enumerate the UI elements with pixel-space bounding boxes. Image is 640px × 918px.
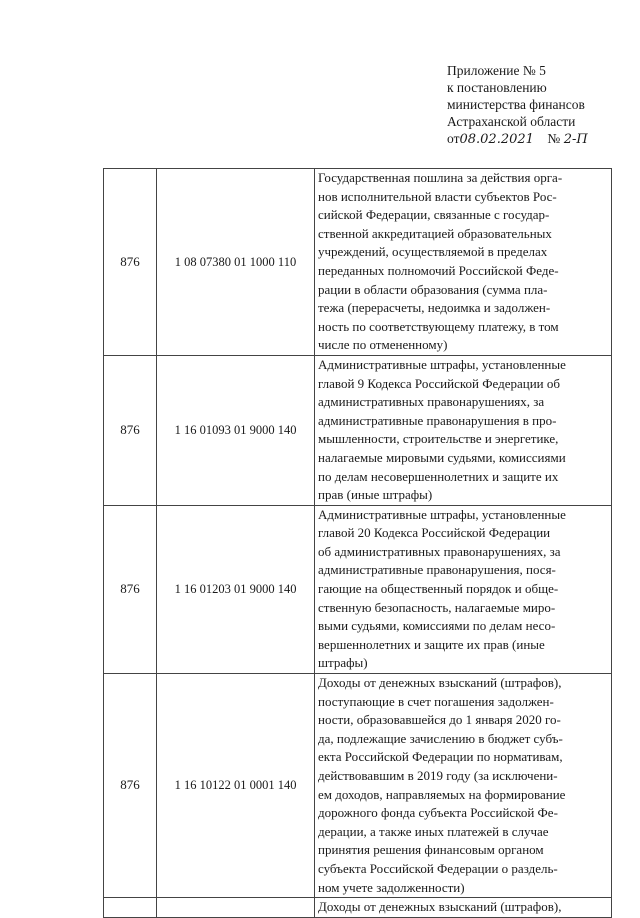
description-line: мышленности, строительстве и энергетике,: [318, 431, 559, 447]
budget-code-cell: 1 16 10122 01 0001 140: [157, 674, 315, 898]
description-line: числе по отмененному): [318, 337, 448, 353]
description-line: ственной аккредитацией образовательных: [318, 225, 552, 241]
description-cell: [315, 505, 612, 673]
handwritten-date: 08.02.2021: [459, 132, 534, 147]
description-line: налагаемые мировыми судьями, комиссиями: [318, 449, 566, 465]
appendix-line-3: министерства финансов: [447, 97, 585, 112]
budget-code-cell: 1 16 01203 01 9000 140: [157, 505, 315, 673]
description-line: выми судьями, комиссиями по делам несо-: [318, 618, 556, 634]
table-row: [104, 355, 612, 505]
description-line: действовавшим в 2019 году (за исключени-: [318, 768, 558, 783]
table-row: [104, 674, 612, 898]
description-line: об административных правонарушениях, за: [318, 543, 561, 559]
description-line: главой 20 Кодекса Российской Федерации: [318, 525, 551, 541]
table-row: [104, 505, 612, 673]
date-prefix: от: [447, 131, 460, 146]
description-line: субъекта Российской Федерации о раздель-: [318, 860, 558, 876]
description-line: рации в области образования (сумма пла-: [318, 281, 548, 297]
description-line: нов исполнительной власти субъектов Рос-: [318, 188, 557, 204]
description-line: административные правонарушения в про-: [318, 412, 557, 428]
description-cell: [315, 355, 612, 505]
description-cell: [315, 674, 612, 898]
description-line: Административные штрафы, установленные: [318, 356, 566, 372]
description-line: екта Российской Федерации по нормативам,: [318, 749, 563, 765]
table-row: [104, 169, 612, 356]
description-line: административных правонарушениях, за: [318, 394, 545, 410]
description-line: принятия решения финансовым органом: [318, 842, 544, 858]
description-line: Государственная пошлина за действия орга-: [318, 170, 563, 185]
revenue-codes-table: [103, 168, 612, 918]
description-line: гающие на общественный порядок и обще-: [318, 581, 559, 597]
handwritten-number: 2-П: [563, 132, 588, 147]
admin-code-cell: 876: [104, 169, 157, 356]
description-line: главой 9 Кодекса Российской Федерации об: [318, 375, 560, 391]
description-line: Доходы от денежных взысканий (штрафов),: [318, 675, 562, 691]
appendix-header: [447, 62, 632, 148]
admin-code-cell: [104, 898, 157, 918]
appendix-line-4: Астраханской области: [447, 114, 576, 129]
description-line: ности, образовавшейся до 1 января 2020 го-: [318, 712, 561, 728]
description-line: ность по соответствующему платежу, в том: [318, 318, 559, 334]
description-line: учреждений, осуществляемой в пределах: [318, 244, 548, 260]
budget-code-cell: [157, 898, 315, 918]
description-cell: [315, 169, 612, 356]
description-line: вершеннолетних и защите их прав (иные: [318, 636, 545, 652]
appendix-title: Приложение № 5: [447, 63, 546, 78]
table-row: [104, 898, 612, 918]
description-line: ственную безопасность, налагаемые миро-: [318, 599, 556, 615]
admin-code-cell: 876: [104, 355, 157, 505]
budget-code-cell: 1 08 07380 01 1000 110: [157, 169, 315, 356]
number-prefix: №: [547, 131, 561, 146]
description-line: штрафы): [318, 655, 368, 671]
appendix-date-line: [447, 130, 632, 148]
description-line: тежа (перерасчеты, недоимка и задолжен-: [318, 300, 551, 316]
description-line: Доходы от денежных взысканий (штрафов),: [318, 899, 562, 915]
description-line: дорожного фонда субъекта Российской Фе-: [318, 805, 558, 821]
description-line: ном учете задолженности): [318, 879, 465, 895]
admin-code-cell: 876: [104, 505, 157, 673]
description-line: дерации, а также иных платежей в случае: [318, 823, 549, 839]
description-cell: [315, 898, 612, 918]
budget-code-cell: 1 16 01093 01 9000 140: [157, 355, 315, 505]
description-line: Административные штрафы, установленные: [318, 506, 566, 522]
description-line: да, подлежащие зачислению в бюджет субъ-: [318, 730, 563, 746]
description-line: административные правонарушения, пося-: [318, 562, 556, 578]
appendix-line-2: к постановлению: [447, 80, 547, 95]
description-line: сийской Федерации, связанные с государ-: [318, 207, 550, 223]
admin-code-cell: 876: [104, 674, 157, 898]
description-line: ем доходов, направляемых на формирование: [318, 786, 566, 802]
description-line: по делам несовершеннолетних и защите их: [318, 468, 559, 484]
description-line: прав (иные штрафы): [318, 487, 433, 503]
description-line: переданных полномочий Российской Феде-: [318, 262, 559, 278]
description-line: поступающие в счет погашения задолжен-: [318, 693, 554, 709]
